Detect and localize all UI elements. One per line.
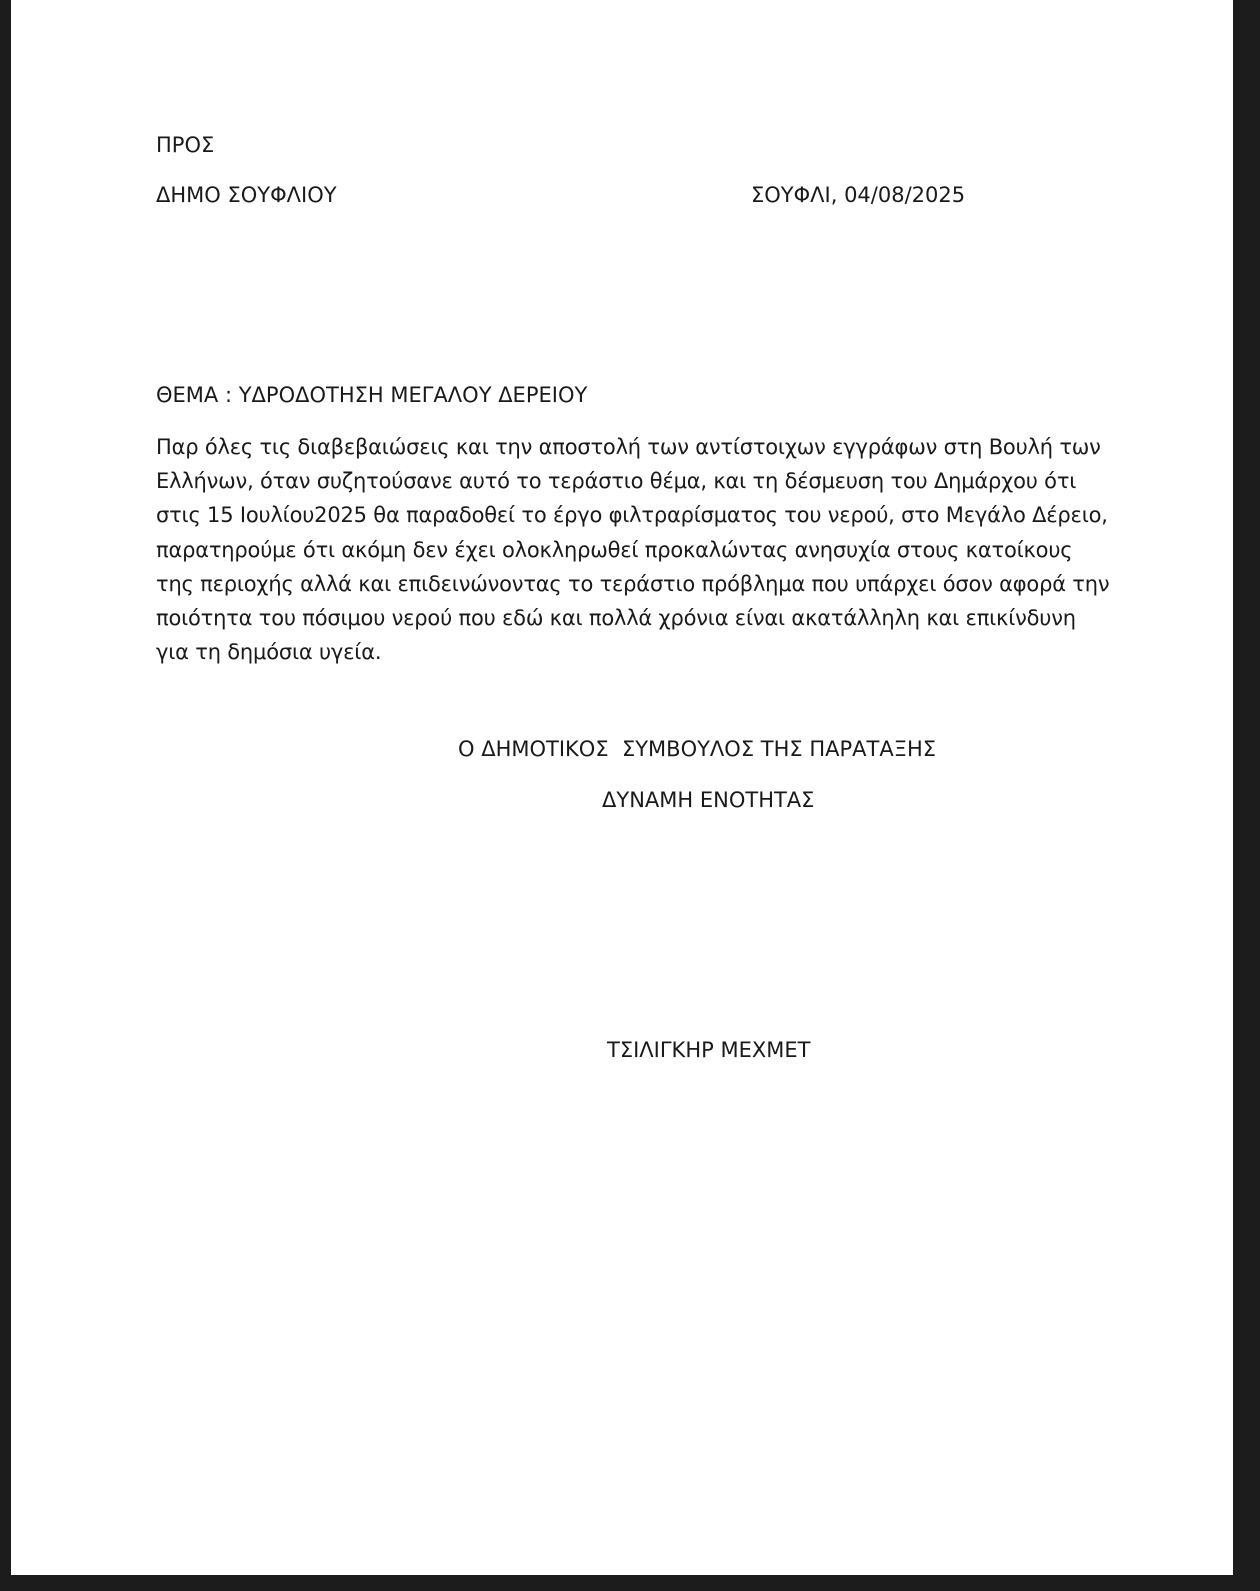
body-line: στις 15 Ιουλίου2025 θα παραδοθεί το έργο φιλτραρίσματος του νερού, στο Μεγάλο Δέρειο, (156, 503, 1108, 528)
body-line: Ελλήνων, όταν συζητούσανε αυτό το τεράστιο θέμα, και τη δέσμευση του Δημάρχου ότι (156, 469, 1077, 494)
body-paragraph (156, 430, 1110, 669)
body-line: Παρ όλες τις διαβεβαιώσεις και την αποστολή των αντίστοιχων εγγράφων στη Βουλή των (156, 435, 1101, 459)
signature-party: ΔΥΝΑΜΗ ΕΝΟΤΗΤΑΣ (602, 788, 815, 812)
place-date: ΣΟΥΦΛΙ, 04/08/2025 (751, 183, 966, 207)
signature-name: ΤΣΙΛΙΓΚΗΡ ΜΕΧΜΕΤ (607, 1038, 811, 1062)
body-line: της περιοχής αλλά και επιδεινώνοντας το τεράστιο πρόβλημα που υπάρχει όσον αφορά την (156, 571, 1110, 596)
recipient: ΔΗΜΟ ΣΟΥΦΛΙΟΥ (156, 183, 337, 207)
document-page (11, 0, 1233, 1575)
body-line: παρατηρούμε ότι ακόμη δεν έχει ολοκληρωθεί προκαλώντας ανησυχία στους κατοίκους (156, 537, 1073, 562)
to-label: ΠΡΟΣ (156, 133, 215, 157)
body-line: για τη δημόσια υγεία. (156, 640, 382, 665)
signature-title: Ο ΔΗΜΟΤΙΚΟΣ ΣΥΜΒΟΥΛΟΣ ΤΗΣ ΠΑΡΑΤΑΞΗΣ (458, 737, 937, 761)
subject-line: ΘΕΜΑ : ΥΔΡΟΔΟΤΗΣΗ ΜΕΓΑΛΟΥ ΔΕΡΕΙΟΥ (156, 383, 588, 407)
body-line: ποιότητα του πόσιμου νερού που εδώ και πολλά χρόνια είναι ακατάλληλη και επικίνδυνη (156, 606, 1076, 631)
